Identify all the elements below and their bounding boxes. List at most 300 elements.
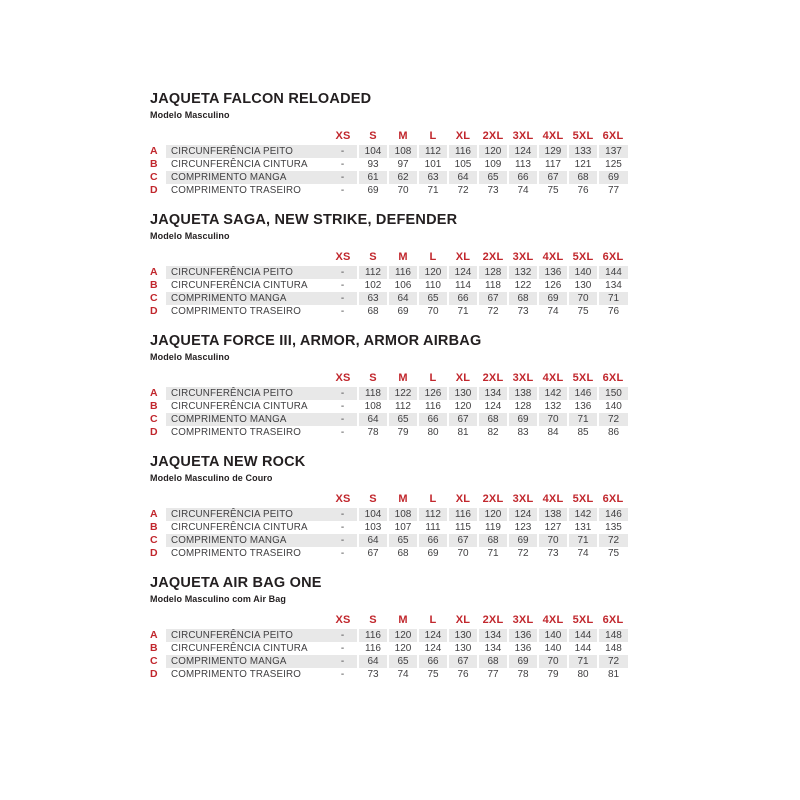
row-label: CIRCUNFERÊNCIA PEITO [166,629,328,642]
size-table-section [150,92,630,197]
measurement-value: 106 [388,279,418,292]
size-header-3xl: 3XL [512,251,534,263]
measurement-value: 74 [508,184,538,197]
size-table [150,491,628,560]
measurement-value: 65 [388,413,418,426]
measurement-row [150,521,628,534]
measurement-value: 136 [568,400,598,413]
measurement-value: 68 [478,413,508,426]
measurement-value: 72 [598,655,628,668]
measurement-value: 71 [568,534,598,547]
measurement-value: 140 [538,629,568,642]
row-label: COMPRIMENTO MANGA [166,655,328,668]
measurement-value: 71 [478,547,508,560]
size-header-m: M [398,251,408,263]
measurement-value: 109 [478,158,508,171]
measurement-value: 108 [388,508,418,521]
measurement-row [150,158,628,171]
measurement-row [150,426,628,439]
measurement-value: 76 [568,184,598,197]
size-header-5xl: 5XL [572,614,594,626]
measurement-value: 68 [478,655,508,668]
measurement-value: 74 [538,305,568,318]
measurement-value: 68 [568,171,598,184]
measurement-value: 74 [388,668,418,681]
measurement-value: 132 [538,400,568,413]
measurement-value: 64 [358,534,388,547]
measurement-value: 114 [448,279,478,292]
measurement-value: 138 [508,387,538,400]
measurement-value: 140 [598,400,628,413]
measurement-value: 102 [358,279,388,292]
label-column-spacer [166,370,328,387]
size-header-s: S [369,130,377,142]
measurement-value: 69 [508,534,538,547]
measurement-value: 65 [478,171,508,184]
section-title: JAQUETA NEW ROCK [150,454,306,470]
letter-column-spacer [150,612,166,629]
measurement-row [150,413,628,426]
measurement-value: 107 [388,521,418,534]
measurement-value: 116 [418,400,448,413]
row-label: COMPRIMENTO MANGA [166,534,328,547]
size-table [150,128,628,197]
measurement-value: 76 [448,668,478,681]
measurement-value: - [340,669,345,680]
measurement-value: 104 [358,508,388,521]
size-header-s: S [369,614,377,626]
size-header-4xl: 4XL [542,614,564,626]
measurement-value: 64 [388,292,418,305]
measurement-value: - [328,655,358,668]
measurement-value: 79 [538,668,568,681]
measurement-value: 97 [388,158,418,171]
measurement-value: - [328,266,358,279]
measurement-value: 150 [598,387,628,400]
measurement-value: 126 [538,279,568,292]
label-column-spacer [166,491,328,508]
measurement-value: 81 [598,668,628,681]
measurement-value: - [328,508,358,521]
size-header-row [150,128,628,145]
measurement-value: 122 [508,279,538,292]
section-subtitle: Modelo Masculino [150,110,230,120]
measurement-value: 78 [358,426,388,439]
row-label: CIRCUNFERÊNCIA CINTURA [171,159,308,170]
measurement-value: 75 [418,668,448,681]
measurement-value: 110 [418,279,448,292]
measurement-value: 123 [508,521,538,534]
measurement-row [150,171,628,184]
measurement-value: 136 [508,642,538,655]
size-header-xl: XL [455,614,471,626]
measurement-value: 70 [538,655,568,668]
size-header-xs: XS [335,493,351,505]
measurement-value: 115 [448,521,478,534]
size-header-m: M [398,614,408,626]
measurement-value: 124 [448,266,478,279]
row-letter: B [150,279,166,292]
size-header-6xl: 6XL [602,372,624,384]
size-header-3xl: 3XL [512,372,534,384]
measurement-value: 73 [538,547,568,560]
size-header-m: M [398,372,408,384]
row-letter: A [150,629,166,642]
size-header-2xl: 2XL [482,130,504,142]
size-header-xl: XL [455,372,471,384]
measurement-value: - [328,292,358,305]
section-subtitle: Modelo Masculino [150,231,230,241]
size-header-xs: XS [335,251,351,263]
measurement-value: 116 [358,629,388,642]
size-header-l: L [429,251,437,263]
row-letter: D [150,184,166,197]
measurement-value: 116 [448,508,478,521]
measurement-value: 134 [478,629,508,642]
section-title: JAQUETA AIR BAG ONE [150,575,322,591]
measurement-value: 101 [418,158,448,171]
measurement-value: 75 [598,547,628,560]
measurement-value: 105 [448,158,478,171]
measurement-value: 132 [508,266,538,279]
size-header-row [150,612,628,629]
measurement-value: 65 [418,292,448,305]
measurement-value: 68 [478,534,508,547]
measurement-value: 111 [418,521,448,534]
measurement-value: 69 [358,184,388,197]
size-header-l: L [429,493,437,505]
measurement-row [150,534,628,547]
row-label: COMPRIMENTO TRASEIRO [171,669,302,680]
measurement-value: 73 [478,184,508,197]
measurement-value: 71 [448,305,478,318]
measurement-value: 70 [388,184,418,197]
measurement-value: 93 [358,158,388,171]
size-table-section [150,455,630,560]
size-header-l: L [429,130,437,142]
row-letter: B [150,521,166,534]
measurement-row [150,508,628,521]
measurement-value: 116 [358,642,388,655]
size-header-row [150,249,628,266]
measurement-value: 122 [388,387,418,400]
measurement-value: 64 [448,171,478,184]
measurement-row [150,629,628,642]
measurement-value: 140 [568,266,598,279]
measurement-value: 137 [598,145,628,158]
measurement-value: 124 [418,642,448,655]
measurement-value: 79 [388,426,418,439]
measurement-value: 68 [388,547,418,560]
measurement-value: 135 [598,521,628,534]
size-header-4xl: 4XL [542,130,564,142]
measurement-value: 72 [448,184,478,197]
row-letter: A [150,508,166,521]
size-header-5xl: 5XL [572,251,594,263]
measurement-row [150,305,628,318]
measurement-row [150,655,628,668]
row-label: CIRCUNFERÊNCIA CINTURA [171,522,308,533]
size-header-s: S [369,372,377,384]
row-letter: D [150,668,166,681]
size-header-xs: XS [335,372,351,384]
measurement-value: 67 [448,534,478,547]
row-letter: C [150,292,166,305]
size-header-m: M [398,130,408,142]
row-label: CIRCUNFERÊNCIA PEITO [166,145,328,158]
row-label: CIRCUNFERÊNCIA CINTURA [171,643,308,654]
measurement-value: 67 [358,547,388,560]
measurement-value: 63 [358,292,388,305]
measurement-value: 118 [478,279,508,292]
measurement-value: - [328,171,358,184]
measurement-value: 75 [538,184,568,197]
measurement-value: 68 [358,305,388,318]
letter-column-spacer [150,249,166,266]
measurement-value: 66 [418,413,448,426]
measurement-row [150,642,628,655]
measurement-value: 64 [358,655,388,668]
measurement-value: 142 [538,387,568,400]
row-label: CIRCUNFERÊNCIA CINTURA [171,280,308,291]
size-header-6xl: 6XL [602,493,624,505]
measurement-value: 131 [568,521,598,534]
section-title: JAQUETA FALCON RELOADED [150,91,372,107]
measurement-value: 112 [418,145,448,158]
size-header-6xl: 6XL [602,130,624,142]
row-letter: D [150,426,166,439]
size-header-l: L [429,614,437,626]
row-label: CIRCUNFERÊNCIA CINTURA [171,401,308,412]
size-table [150,249,628,318]
row-letter: B [150,158,166,171]
size-header-3xl: 3XL [512,614,534,626]
measurement-value: 70 [568,292,598,305]
measurement-value: 120 [418,266,448,279]
measurement-value: - [328,534,358,547]
measurement-value: 113 [508,158,538,171]
measurement-row [150,668,628,681]
measurement-value: 69 [508,655,538,668]
measurement-row [150,279,628,292]
size-header-2xl: 2XL [482,614,504,626]
section-title: JAQUETA SAGA, NEW STRIKE, DEFENDER [150,212,458,228]
size-header-5xl: 5XL [572,130,594,142]
measurement-value: - [340,548,345,559]
row-letter: B [150,642,166,655]
row-label: COMPRIMENTO MANGA [166,292,328,305]
row-label: COMPRIMENTO MANGA [166,413,328,426]
measurement-value: 130 [568,279,598,292]
measurement-value: 117 [538,158,568,171]
measurement-value: 133 [568,145,598,158]
size-header-xl: XL [455,493,471,505]
measurement-value: 112 [358,266,388,279]
measurement-value: - [328,387,358,400]
measurement-value: 85 [568,426,598,439]
measurement-value: - [328,145,358,158]
measurement-value: 71 [568,413,598,426]
measurement-value: 130 [448,629,478,642]
measurement-value: 83 [508,426,538,439]
measurement-value: 121 [568,158,598,171]
letter-column-spacer [150,491,166,508]
measurement-value: 128 [478,266,508,279]
size-table-section [150,334,630,439]
measurement-value: 134 [598,279,628,292]
row-label: COMPRIMENTO TRASEIRO [171,306,302,317]
measurement-value: - [340,280,345,291]
measurement-value: 72 [598,413,628,426]
measurement-value: 144 [568,629,598,642]
measurement-value: 67 [448,413,478,426]
measurement-row [150,145,628,158]
size-header-4xl: 4XL [542,493,564,505]
measurement-value: 124 [508,145,538,158]
size-header-2xl: 2XL [482,372,504,384]
measurement-value: 124 [508,508,538,521]
size-header-2xl: 2XL [482,251,504,263]
size-header-xl: XL [455,130,471,142]
size-header-xs: XS [335,614,351,626]
measurement-value: 124 [478,400,508,413]
measurement-value: 120 [388,642,418,655]
measurement-value: 69 [418,547,448,560]
row-label: COMPRIMENTO TRASEIRO [171,548,302,559]
measurement-value: 77 [478,668,508,681]
measurement-value: 67 [478,292,508,305]
measurement-value: 67 [448,655,478,668]
measurement-value: 138 [538,508,568,521]
measurement-value: 74 [568,547,598,560]
measurement-value: 71 [418,184,448,197]
measurement-value: - [328,629,358,642]
measurement-value: 134 [478,387,508,400]
measurement-value: 127 [538,521,568,534]
row-label: COMPRIMENTO MANGA [166,171,328,184]
measurement-value: 118 [358,387,388,400]
size-header-s: S [369,493,377,505]
measurement-value: 78 [508,668,538,681]
size-header-5xl: 5XL [572,372,594,384]
measurement-value: 82 [478,426,508,439]
measurement-value: 71 [598,292,628,305]
measurement-value: 66 [418,655,448,668]
measurement-value: 148 [598,629,628,642]
measurement-value: 66 [418,534,448,547]
measurement-value: 130 [448,387,478,400]
measurement-value: 124 [418,629,448,642]
measurement-value: 84 [538,426,568,439]
measurement-value: 130 [448,642,478,655]
row-label: COMPRIMENTO TRASEIRO [171,185,302,196]
measurement-value: 72 [598,534,628,547]
section-title: JAQUETA FORCE III, ARMOR, ARMOR AIRBAG [150,333,482,349]
size-header-3xl: 3XL [512,493,534,505]
measurement-row [150,387,628,400]
measurement-value: 136 [508,629,538,642]
measurement-value: 66 [508,171,538,184]
size-header-xs: XS [335,130,351,142]
size-header-4xl: 4XL [542,372,564,384]
row-label: COMPRIMENTO TRASEIRO [171,427,302,438]
section-subtitle: Modelo Masculino com Air Bag [150,594,286,604]
letter-column-spacer [150,128,166,145]
size-header-5xl: 5XL [572,493,594,505]
measurement-value: 72 [478,305,508,318]
measurement-value: 70 [418,305,448,318]
measurement-value: 148 [598,642,628,655]
measurement-value: 80 [568,668,598,681]
measurement-value: 70 [538,534,568,547]
measurement-value: - [340,306,345,317]
measurement-value: 128 [508,400,538,413]
measurement-row [150,400,628,413]
measurement-value: 77 [598,184,628,197]
row-label: CIRCUNFERÊNCIA PEITO [166,387,328,400]
row-letter: A [150,266,166,279]
size-header-6xl: 6XL [602,614,624,626]
measurement-value: - [340,427,345,438]
measurement-value: 134 [478,642,508,655]
measurement-value: 146 [598,508,628,521]
measurement-value: 104 [358,145,388,158]
measurement-value: 62 [388,171,418,184]
size-header-2xl: 2XL [482,493,504,505]
measurement-value: 120 [478,145,508,158]
measurement-value: 112 [388,400,418,413]
measurement-row [150,184,628,197]
measurement-value: 108 [358,400,388,413]
measurement-value: 142 [568,508,598,521]
size-header-3xl: 3XL [512,130,534,142]
measurement-value: - [340,643,345,654]
row-letter: A [150,387,166,400]
measurement-value: 61 [358,171,388,184]
measurement-value: 144 [568,642,598,655]
measurement-value: 64 [358,413,388,426]
measurement-value: 70 [448,547,478,560]
size-header-row [150,491,628,508]
size-table-section [150,576,630,681]
measurement-value: 120 [478,508,508,521]
measurement-value: 81 [448,426,478,439]
measurement-value: 65 [388,534,418,547]
row-label: CIRCUNFERÊNCIA PEITO [166,508,328,521]
measurement-value: 68 [508,292,538,305]
size-header-s: S [369,251,377,263]
measurement-value: - [340,401,345,412]
measurement-value: 119 [478,521,508,534]
size-table [150,612,628,681]
measurement-value: 120 [448,400,478,413]
row-label: CIRCUNFERÊNCIA PEITO [166,266,328,279]
measurement-value: - [340,159,345,170]
measurement-value: 144 [598,266,628,279]
size-header-6xl: 6XL [602,251,624,263]
measurement-value: 140 [538,642,568,655]
measurement-value: - [340,522,345,533]
measurement-value: 116 [388,266,418,279]
size-header-l: L [429,372,437,384]
measurement-value: - [340,185,345,196]
measurement-value: 125 [598,158,628,171]
size-header-xl: XL [455,251,471,263]
measurement-value: 69 [598,171,628,184]
row-letter: C [150,171,166,184]
size-table [150,370,628,439]
measurement-value: 71 [568,655,598,668]
